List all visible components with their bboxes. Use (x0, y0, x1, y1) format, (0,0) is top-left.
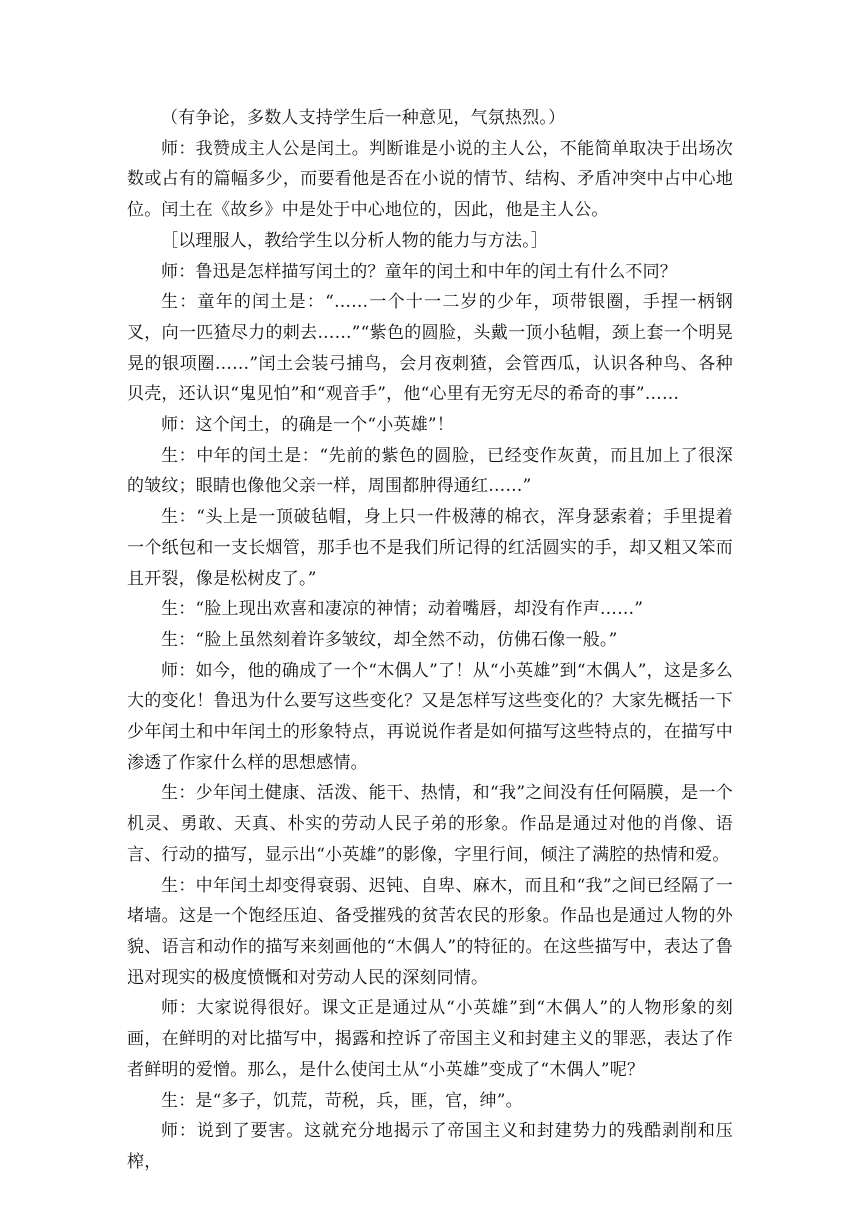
paragraph-teacher-conclusion: 师：说到了要害。这就充分地揭示了帝国主义和封建势力的残酷剥削和压榨， (127, 1121, 733, 1172)
paragraph-bracket-note: ［以理服人，教给学生以分析人物的能力与方法。］ (161, 230, 549, 251)
paragraph-student-causes: 生：是“多子，饥荒，苛税，兵，匪，官，绅”。 (161, 1090, 523, 1111)
paragraph-student-middle-age: 生：中年的闰土是：“先前的紫色的圆脸，已经变作灰黄，而且加上了很深的皱纹；眼睛也像他父亲一样，周围都肿得通红……” (127, 445, 733, 497)
paragraph-teacher-protagonist: 师：我赞成主人公是闰土。判断谁是小说的主人公，不能简单取决于出场次数或占有的篇幅多少，而要看他是否在小说的情节、结构、矛盾冲突中占中心地位。闰土在《故乡》中是处于中心地位的，因此，他是主人公。 (127, 138, 733, 221)
paragraph-student-quote-face: 生：“脸上现出欢喜和凄凉的神情；动着嘴唇，却没有作声……” (161, 599, 644, 620)
paragraph-teacher-question: 师：鲁迅是怎样描写闰土的？童年的闰土和中年的闰土有什么不同？ (161, 261, 677, 282)
paragraph-teacher-summary: 师：大家说得很好。课文正是通过从“小英雄”到“木偶人”的人物形象的刻画，在鲜明的对比描写中，揭露和控诉了帝国主义和封建主义的罪恶，表达了作者鲜明的爱憎。那么，是什么使闰土从“小英雄”变成了“木偶人”呢？ (127, 998, 733, 1080)
paragraph-teacher-change: 师：如今，他的确成了一个“木偶人”了！从“小英雄”到“木偶人”，这是多么大的变化！鲁迅为什么要写这些变化？又是怎样写这些变化的？大家先概括一下少年闰土和中年闰土的形象特点，再说说作者是如何描写这些特点的，在描写中渗透了作家什么样的思想感情。 (127, 660, 733, 773)
paragraph-student-quote-hat: 生：“头上是一顶破毡帽，身上只一件极薄的棉衣，浑身瑟索着；手里提着一个纸包和一支长烟管，那手也不是我们所记得的红活圆实的手，却又粗又笨而且开裂，像是松树皮了。” (127, 507, 733, 589)
paragraph-student-childhood: 生：童年的闰土是：“……一个十一二岁的少年，项带银圈，手捏一柄钢叉，向一匹猹尽力的刺去……”“紫色的圆脸，头戴一顶小毡帽，颈上套一个明晃晃的银项圈……”闰土会装弓捕鸟，会月夜刺猹，会管西瓜，认识各种鸟、各种贝壳，还认识“鬼见怕”和“观音手”，他“心里有无穷无尽的希奇的事”…… (127, 292, 733, 405)
paragraph-debate-note: （有争论，多数人支持学生后一种意见，气氛热烈。） (161, 108, 566, 128)
document-body (127, 103, 733, 1178)
paragraph-student-young-runtu: 生：少年闰土健康、活泼、能干、热情，和“我”之间没有任何隔膜，是一个机灵、勇敢、天真、朴实的劳动人民子弟的形象。作品是通过对他的肖像、语言、行动的描写，显示出“小英雄”的影像，字里行间，倾注了满腔的热情和爱。 (127, 783, 733, 865)
paragraph-teacher-hero: 师：这个闰土，的确是一个“小英雄”！ (161, 415, 454, 436)
paragraph-student-quote-statue: 生：“脸上虽然刻着许多皱纹，却全然不动，仿佛石像一般。” (161, 629, 618, 650)
paragraph-student-adult-runtu: 生：中年闰土却变得衰弱、迟钝、自卑、麻木，而且和“我”之间已经隔了一堵墙。这是一个饱经压迫、备受摧残的贫苦农民的形象。作品也是通过人物的外貌、语言和动作的描写来刻画他的“木偶人”的特征的。在这些描写中，表达了鲁迅对现实的极度愤慨和对劳动人民的深刻同情。 (127, 875, 733, 988)
